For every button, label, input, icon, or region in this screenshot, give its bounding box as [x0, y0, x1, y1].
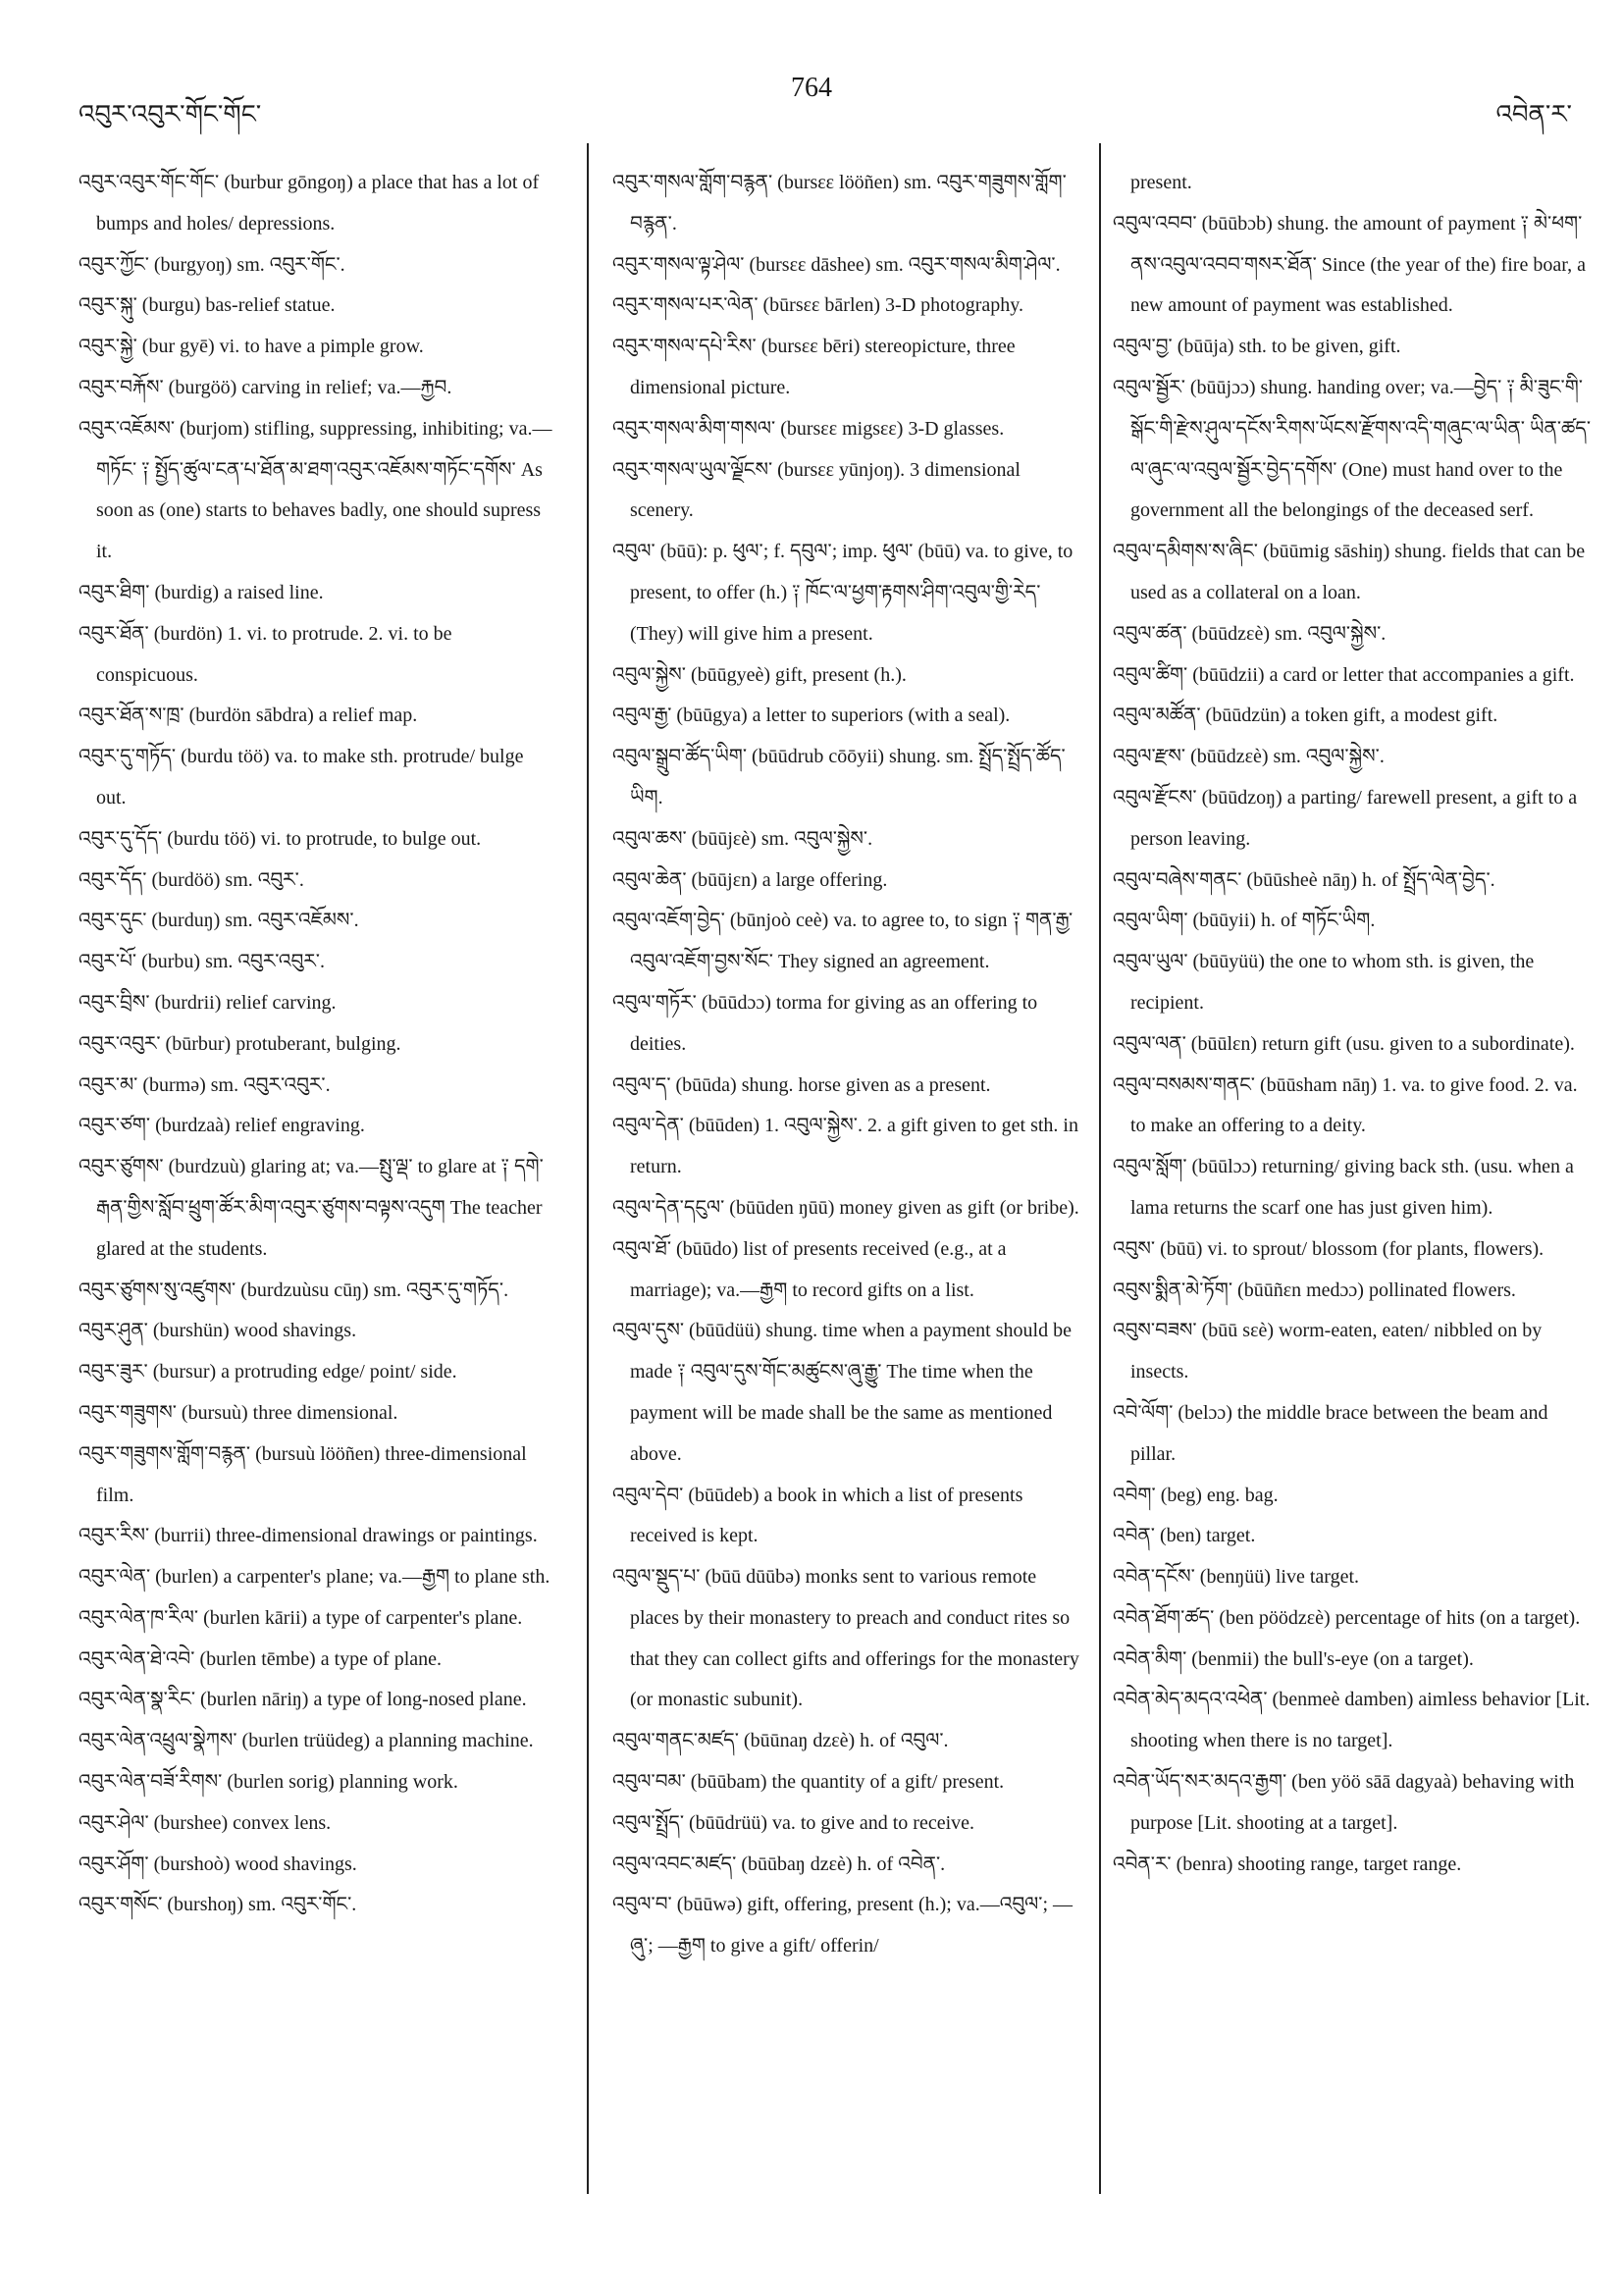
dictionary-entry: འབུལ་ཚན་ (būūdzεè) sm. འབུལ་སྐྱེས་. [1113, 622, 1387, 645]
dictionary-entry: འབུར་གསལ་ཡུལ་ལྗོངས་ (bursεε yūnjoŋ). 3 dimensional scenery. [612, 458, 1021, 522]
dictionary-entry: འབུར་སྐྱེ་ (bur gyē) vi. to have a pimple grow. [79, 336, 424, 358]
dictionary-entry: འབུལ་བསམས་གནང་ (būūsham nāŋ) 1. va. to give food. 2. va. to make an offering to a deity. [1113, 1073, 1578, 1137]
dictionary-entry: འབུར་གཟུགས་ (bursuù) three dimensional. [79, 1401, 398, 1424]
dictionary-entry: འབུར་ཤོག་ (burshoò) wood shavings. [79, 1852, 357, 1875]
dictionary-entry: འབུལ་བམ་ (būūbam) the quantity of a gift/ present. [612, 1771, 1005, 1794]
dictionary-entry: འབུལ་འབང་མཛད་ (būūbaŋ dzεè) h. of འབེན་. [612, 1852, 946, 1875]
dictionary-entry: འབུལ་དེན་དངུལ་ (būūden ŋūū) money given as gift (or bribe). [612, 1196, 1079, 1219]
dictionary-entry: འབུལ་ (būū): p. ཕུལ་; f. དབུལ་; imp. ཕུལ་ (būū) va. to give, to present, to offer (h.) ༑ ཁོང་ལ་ཕྱག་རྟགས་ཤིག་འབུལ་གྱི་རེད་ (They) will give him a present. [612, 541, 1073, 645]
dictionary-entry: འབུར་ཐིག་ (burdig) a raised line. [79, 581, 324, 603]
dictionary-entry: འབུལ་དེན་ (būūden) 1. འབུལ་སྐྱེས་. 2. a gift given to get sth. in return. [612, 1115, 1078, 1178]
dictionary-entry: འབུལ་ཚིག་ (būūdzii) a card or letter that accompanies a gift. [1113, 663, 1575, 686]
dictionary-entry: འབུར་ལེན་ཁ་རིལ་ (burlen kārii) a type of carpenter's plane. [79, 1606, 523, 1629]
dictionary-entry: འབུལ་མཚོན་ (būūdzün) a token gift, a modest gift. [1113, 704, 1498, 727]
dictionary-entry: འབུལ་གནང་མཛད་ (būūnaŋ dzεè) h. of འབུལ་. [612, 1730, 949, 1752]
dictionary-entry: འབུར་གསལ་མིག་གསལ་ (bursεε migsεε) 3-D glasses. [612, 417, 1005, 440]
dictionary-entry: འབུར་ཙུགས་སུ་འཛུགས་ (burdzuùsu cūŋ) sm. འབུར་དུ་གཏོད་. [79, 1278, 509, 1301]
column-divider [587, 143, 589, 2194]
dictionary-entry: འབུར་མ་ (burmə) sm. འབུར་འབུར་. [79, 1073, 331, 1096]
dictionary-entry: འབུར་གསོང་ (burshoŋ) sm. འབུར་གོང་. [79, 1894, 357, 1916]
dictionary-entry: འབུར་དོད་ (burdöö) sm. འབུར་. [79, 868, 304, 891]
dictionary-entry: འབུར་ལེན་ (burlen) a carpenter's plane; va.—རྒྱག to plane sth. [79, 1566, 550, 1589]
dictionary-entry: འབུར་དུ་དོད་ (burdu töö) vi. to protrude, to bulge out. [79, 827, 482, 850]
column-divider [1099, 143, 1101, 2194]
dictionary-entry: འབུལ་དུས་ (būūdüü) shung. time when a payment should be made ༑ འབུལ་དུས་གོང་མཚུངས་ཞུ་རྒྱུ་ The time when the payment will be made shall be the same as mentioned above. [612, 1320, 1072, 1465]
dictionary-entry: འབུས་ (būū) vi. to sprout/ blossom (for plants, flowers). [1113, 1237, 1544, 1260]
dictionary-entry: འབུལ་སྒྲུབ་ཚོད་ཡིག་ (būūdrub cōōyii) shung. sm. སྤྲོད་སྤྲོད་ཚོད་ཡིག. [612, 746, 1066, 809]
dictionary-entry: འབུལ་རྒྱ་ (būūgya) a letter to superiors (with a seal). [612, 704, 1011, 727]
dictionary-entry: འབུལ་སྦྱོར་ (būūjɔɔ) shung. handing over; va.—བྱེད་ ༑ མི་ཟུང་གི་སྒོང་གི་རྫེས་ཤུལ་དངོས་རིགས་ཡོངས་རྫོགས་འདི་གཞུང་ལ་ཡིན་ ཡིན་ཚད་ལ་ཞུང་ལ་འབུལ་སྦྱོར་བྱེད་དགོས་ (One) must hand over to the government all the belongings of the deceased serf. [1113, 376, 1592, 522]
dictionary-column-3 [1113, 163, 1594, 1885]
dictionary-entry: འབུལ་ལན་ (būūlεn) return gift (usu. given to a subordinate). [1113, 1032, 1575, 1055]
dictionary-entry: འབུལ་སྐྱེས་ (būūgyeè) gift, present (h.). [612, 663, 907, 686]
dictionary-entry: འབུར་རིས་ (burrii) three-dimensional drawings or paintings. [79, 1525, 538, 1547]
dictionary-entry: འབུལ་འབབ་ (būūbɔb) shung. the amount of payment ༑ མེ་ཕག་ནས་འབུལ་འབབ་གསར་ཐོན་ Since (the year of the) fire boar, a new amount of payment was established. [1113, 212, 1586, 317]
dictionary-entry: འབུར་དུ་གཏོད་ (burdu töö) va. to make sth. protrude/ bulge out. [79, 746, 524, 809]
dictionary-entry: འབུལ་གཏོར་ (būūdɔɔ) torma for giving as an offering to deities. [612, 991, 1038, 1055]
dictionary-entry: འབུལ་དམིགས་ས་ཞིང་ (būūmig sāshiŋ) shung. fields that can be used as a collateral on a loan. [1113, 541, 1586, 603]
dictionary-entry: འབུལ་ད་ (būūda) shung. horse given as a present. [612, 1073, 991, 1096]
dictionary-entry: འབེན་ཐོག་ཚད་ (ben pöödzεè) percentage of hits (on a target). [1113, 1606, 1581, 1629]
dictionary-entry: འབེ་ལོག་ (belɔɔ) the middle brace between the beam and pillar. [1113, 1401, 1548, 1465]
dictionary-entry: འབུར་གཟུགས་གློག་བརྙན་ (bursuù lööñen) three-dimensional film. [79, 1442, 527, 1506]
dictionary-column-2 [612, 163, 1085, 1967]
dictionary-entry: འབུར་དུང་ (burduŋ) sm. འབུར་འཇོམས་. [79, 910, 359, 932]
dictionary-entry: འབེན་ར་ (benra) shooting range, target range. [1113, 1852, 1462, 1875]
dictionary-entry: འབུལ་སློག་ (būūlɔɔ) returning/ giving back sth. (usu. when a lama returns the scarf one has just given him). [1113, 1156, 1574, 1219]
dictionary-entry: འབེན་མེད་མདའ་འཕེན་ (benmeè damben) aimless behavior [Lit. shooting when there is no target]. [1113, 1689, 1591, 1752]
dictionary-entry: འབེན་མིག་ (benmii) the bull's-eye (on a target). [1113, 1647, 1474, 1670]
dictionary-entry: འབེག་ (beg) eng. bag. [1113, 1484, 1279, 1506]
dictionary-entry: འབུས་སྨིན་མེ་ཏོག་ (būūñεn medɔɔ) pollinated flowers. [1113, 1278, 1516, 1301]
dictionary-entry: འབུར་ལེན་ཐེ་འབེ་ (burlen tēmbe) a type of plane. [79, 1647, 443, 1670]
dictionary-entry: འབུར་ཐོན་ (burdön) 1. vi. to protrude. 2. vi. to be conspicuous. [79, 622, 452, 686]
dictionary-entry: འབུར་ཙུགས་ (burdzuù) glaring at; va.—སྤུ་ལྡ་ to glare at ༑ དགེ་རྒན་གྱིས་སློབ་ཕྲུག་ཚོར་མིག་འབུར་ཙུགས་བལྟས་འདུག The teacher glared at the students. [79, 1156, 544, 1260]
dictionary-entry: འབུར་འཇོམས་ (burjom) stifling, suppressing, inhibiting; va.—གཏོང་ ༑ སྤྱོད་ཚུལ་ངན་པ་ཐོན་མ་ཐག་འབུར་འཇོམས་གཏོང་དགོས་ As soon as (one) starts to behaves badly, one should supress it. [79, 417, 552, 563]
dictionary-entry: འབུལ་བྱ་ (būūja) sth. to be given, gift. [1113, 336, 1401, 358]
dictionary-entry: འབུར་འབུར་གོང་གོང་ (burbur gōngoŋ) a place that has a lot of bumps and holes/ depressions. [79, 172, 540, 235]
dictionary-entry: འབུར་འབུར་ (būrbur) protuberant, bulging. [79, 1032, 401, 1055]
dictionary-entry: འབེན་དངོས་ (benŋüü) live target. [1113, 1566, 1360, 1589]
dictionary-entry: འབུལ་རྫོངས་ (būūdzoŋ) a parting/ farewell present, a gift to a person leaving. [1113, 786, 1578, 850]
dictionary-entry: འབུལ་ཡུལ་ (būūyüü) the one to whom sth. is given, the recipient. [1113, 951, 1535, 1014]
dictionary-entry: འབུར་ཀྱོང་ (burgyoŋ) sm. འབུར་གོང་. [79, 253, 345, 276]
dictionary-entry: འབུར་གསལ་པར་ལེན་ (būrsεε bārlen) 3-D photography. [612, 294, 1023, 317]
dictionary-entry: འབུར་པོ་ (burbu) sm. འབུར་འབུར་. [79, 951, 325, 973]
dictionary-entry: འབུར་ལེན་འཕྲུལ་སྣེཀས་ (burlen trüüdeg) a planning machine. [79, 1730, 534, 1752]
dictionary-entry: འབུལ་འཇོག་བྱེད་ (būnjoò ceè) va. to agree to, to sign ༑ གན་རྒྱ་འབུལ་འཇོག་བྱས་སོང་ They signed an agreement. [612, 910, 1073, 973]
dictionary-entry: འབུར་གསལ་གློག་བརྙན་ (bursεε lööñen) sm. འབུར་གཟུགས་གློག་བརྙན་. [612, 172, 1067, 235]
dictionary-entry: འབུལ་ཆས་ (būūjεè) sm. འབུལ་སྐྱེས་. [612, 827, 873, 850]
dictionary-entry: present. [1130, 172, 1192, 193]
dictionary-entry: འབུར་སྐུ་ (burgu) bas-relief statue. [79, 294, 336, 317]
dictionary-entry: འབུར་བྲིས་ (burdrii) relief carving. [79, 991, 337, 1014]
dictionary-entry: འབུལ་བཞེས་གནང་ (būūsheè nāŋ) h. of སྤྲོད་ལེན་བྱེད་. [1113, 868, 1495, 891]
dictionary-entry: འབུར་གསལ་དཔེ་རིས་ (bursεε bēri) stereopicture, three dimensional picture. [612, 336, 1016, 398]
dictionary-entry: འབུར་བརྐོས་ (burgöö) carving in relief; va.—རྐྱབ. [79, 376, 452, 398]
dictionary-entry: འབུལ་དེབ་ (būūdeb) a book in which a list of presents received is kept. [612, 1484, 1023, 1547]
dictionary-entry: འབུལ་རྫས་ (būūdzεè) sm. འབུལ་སྐྱེས་. [1113, 746, 1385, 768]
dictionary-entry: འབུལ་སྡུད་པ་ (būū dūūbə) monks sent to various remote places by their monastery to preach and conduct rites so that they can collect gifts and offerings for the monastery (or monastic subunit). [612, 1566, 1079, 1711]
left-guide-word: འབུར་འབུར་གོང་གོང་ [79, 100, 262, 129]
dictionary-entry: འབུར་ཟུར་ (bursur) a protruding edge/ point/ side. [79, 1361, 457, 1383]
dictionary-entry: འབུས་བཟས་ (būū sεè) worm-eaten, eaten/ nibbled on by insects. [1113, 1320, 1543, 1383]
dictionary-entry: འབུལ་ཆེན་ (būūjεn) a large offering. [612, 868, 888, 891]
dictionary-entry: འབུར་ཤུན་ (burshün) wood shavings. [79, 1320, 357, 1342]
dictionary-entry: འབུར་ལེན་སྣ་རིང་ (burlen nāriŋ) a type of long-nosed plane. [79, 1689, 527, 1711]
dictionary-entry: འབུར་གསལ་ལྟ་ཤེལ་ (bursεε dāshee) sm. འབུར་གསལ་མིག་ཤེལ་. [612, 253, 1061, 276]
dictionary-column-1 [79, 163, 557, 1926]
right-guide-word: འབེན་ར་ [1495, 100, 1572, 129]
dictionary-entry: འབུར་ཐོན་ས་ཁྲ་ (burdön sābdra) a relief map. [79, 704, 418, 727]
dictionary-entry: འབུར་ཤེལ་ (burshee) convex lens. [79, 1811, 332, 1834]
dictionary-entry: འབུལ་ཐོ་ (būūdo) list of presents received (e.g., at a marriage); va.—རྒྱག to record gifts on a list. [612, 1237, 1007, 1301]
dictionary-entry: འབུལ་བ་ (būūwə) gift, offering, present (h.); va.—འབུལ་; —ཞུ་; —རྒྱག to give a gift/ offerin/ [612, 1894, 1073, 1957]
dictionary-entry: འབེན་ (ben) target. [1113, 1525, 1256, 1547]
dictionary-entry: འབེན་ཡོད་སར་མདའ་རྒྱག་ (ben yöö sāā dagyaà) behaving with purpose [Lit. shooting at a target]. [1113, 1771, 1575, 1834]
page-number: 764 [791, 73, 832, 103]
dictionary-entry: འབུར་ལེན་བཟོ་རིགས་ (burlen sorig) planning work. [79, 1771, 458, 1794]
dictionary-entry: འབུར་ཙག་ (burdzaà) relief engraving. [79, 1115, 365, 1137]
dictionary-entry: འབུལ་སྤྲོད་ (būūdrüü) va. to give and to receive. [612, 1811, 975, 1834]
dictionary-entry: འབུལ་ཡིག་ (būūyii) h. of གཏོང་ཡིག. [1113, 910, 1376, 932]
